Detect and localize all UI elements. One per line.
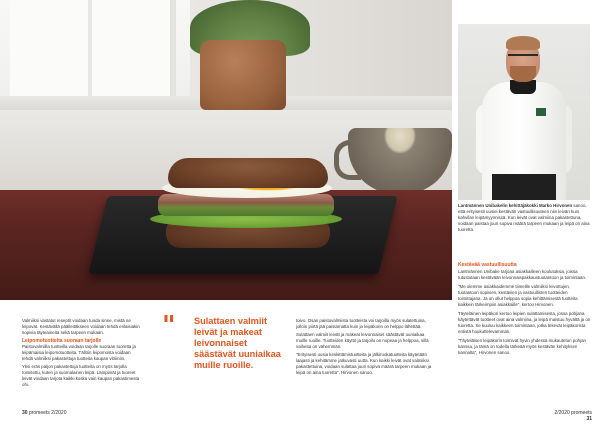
portrait-caption [458,203,590,233]
magazine-issue-right: 2/2020 promeets [554,410,592,416]
right-paragraph: Täyteläinen leipäkori kertoo leipien sulattamisesta, jossa pohjana käytettävät tuotteet ovat aina valmiina, ja leipä maistuu hyvältä ja on tuoretta. Se kuuluu kaikkeen toimintaan, jotka tekevät leipäkorista entistä houkuttelevamman. [458,310,591,334]
caption-name: Lantmännen Unibakelin kehittäjäkokki Marko Hirvonen [458,203,573,208]
left-text-column-3 [296,318,436,378]
pull-quote-text: Sulattaen valmiit leivät ja makeat leivonnaiset säästävät uuniaikaa muille ruoille. [194,316,281,370]
magazine-issue-left: promeets 2/2020 [28,410,67,416]
right-paragraph: Lantmännen Unibake tarjoaa asiakkailleen koulutuksia, joissa tutustutaan kestävään leivonnaispakkaustuotantoon ja toimintaan. [458,269,587,281]
right-paragraph: "Me olemme asiakkaidemme tiimeille valmiiksi leivottujen, tuotantoon sopivien, kestävien ja vastuullisten tuotteiden toimittajana. Ja on ollut helppoa sopia kehittämisestä tuotteita kaikkein tärkeimpiin asiakkaille", kertoo Hirvonen. [458,283,578,308]
body-paragraph: "Erityisesti uusia keskittämistuotteita ja jälkiruokatuotteita käytetään laajasti ja kehitämme jatkuvasti uutta. Kun kaikki leivät ovat valmiiksi pakastettuina, voidaan sulattaa juuri sopiva määrä tarpeen mukaan ja leipä on aina tuoretta", Hirvonen sanoo. [296,352,432,375]
glasses [508,54,538,62]
section-subhead: Leipomotuotteita suoraan tarjolle [22,338,102,344]
right-text-column [458,262,592,358]
quote-mark-icon: " [162,311,176,341]
right-paragraph: "Täyteläisen leipäkorin toimivat hyvin yhdessä mukautetun pohjan kanssa, ja tämä on todella tärkeää myös kestävän kehityksen kannalta", Hirvonen sanoo. [458,337,586,355]
body-paragraph: Valmiiksi vastatut reseptit voidaan tuoda sinne, mistä ne leipovat. Kestävällä päälleitäkseen voidaan tehdä erilaisiakin sopivia täyteaineita sekä tarpeen mukaan. [22,318,140,335]
chef-portrait [458,24,590,200]
page-number-right: 31 [586,416,592,422]
right-subhead: Kestävää vastuullisuutta [458,262,517,268]
photo-window [10,0,176,102]
left-text-column-1 [22,318,140,390]
body-paragraph: toivo. Osan paistovalmiista tuotteista voi tarjoilla myös sulatettuina, jolloin piirtä jää paistamatta kuin ja leipäkorin on helppo lähettää. [296,318,426,329]
photo-plant-pot [200,40,286,110]
caption-text: sanoo, että erityisesti uusiei kestävän vastuullisuuteen niin leivän kuin kahvilan leipämyynnissä. Kun leivät ovat valmiina pakastettuna, voidaan paistaa juuri sopiva määrä tarpeen mukaan ja leipä on aina tuoretta. [458,203,590,232]
body-paragraph: Yksi eräs paljon pakastettuja tuotteita on myös tarjolla toimitettu, kuten ja suomalainen leipä. Lämpimät ja tuoreet leivät voidaan tarjota kaikki koska vain kaupan pakastimesta ohi. [22,364,140,387]
page-footer-right [548,410,592,422]
jacket-badge [536,108,546,116]
page-footer-left [22,410,66,416]
page-number-left: 30 [22,410,28,416]
photo-bread-top [168,158,328,188]
body-paragraph: Paistovalmiilla tuotteilla voidaan tarjolle suoraan tuoretta ja leipämaisia leipomotuotteita. Tällöin leipomosta voidaan tehdä valmiiksi pakastettuja tuotteita kaupan vitriiniin. [22,344,136,361]
body-paragraph: Sulattaen valmiit leivät ja makeat leivonnaiset säästävät uuniaikaa muille ruoille. Tuotteiden käyttö ja tarjoilu on nopeaa ja helppoa, sillä vaiheita on vähemmän. [296,332,429,349]
